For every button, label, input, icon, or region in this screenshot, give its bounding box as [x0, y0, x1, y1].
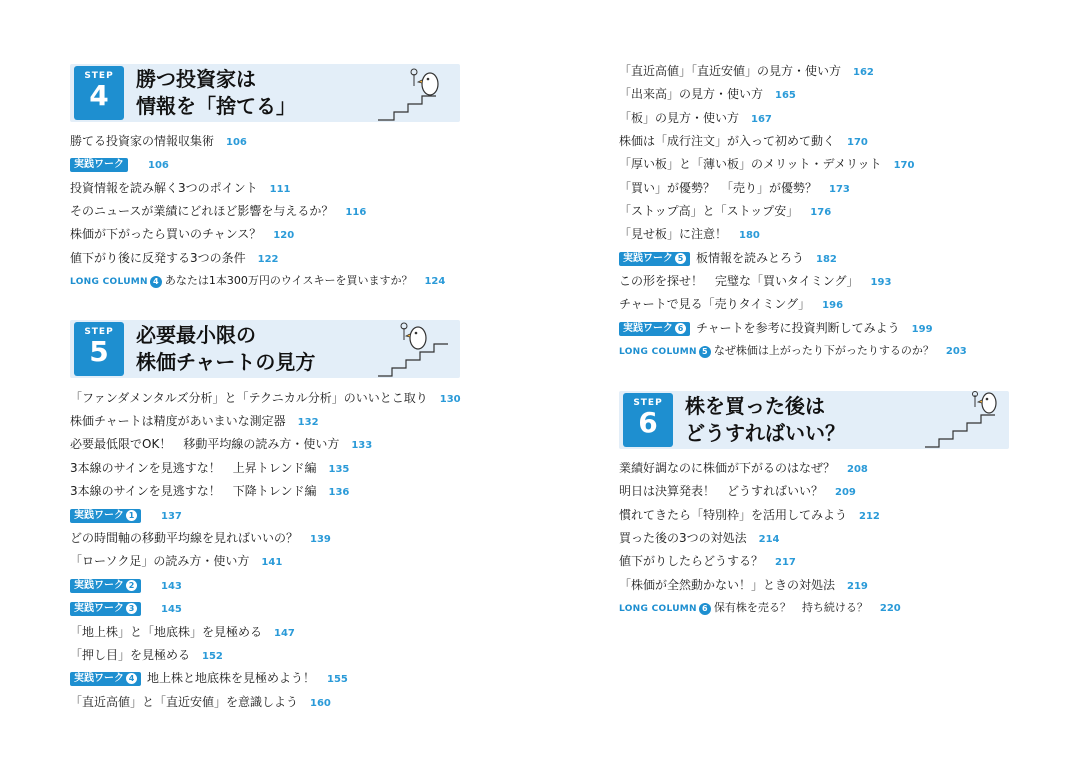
page-number: 122: [257, 254, 279, 265]
page-number: 120: [273, 230, 295, 241]
bird-on-stairs-illustration: [374, 64, 454, 122]
step-number: 5: [89, 335, 109, 368]
entry-title: 「見せ板」に注意！: [619, 227, 728, 241]
step5-title-line1: 必要最小限の: [136, 323, 256, 347]
entry-title: 明日は決算発表！ どうすればいい？: [619, 484, 824, 498]
step6-title-line2: どうすればいい？: [685, 421, 845, 445]
page-number: 152: [202, 651, 223, 662]
toc-entry[interactable]: [70, 483, 349, 501]
toc-entry[interactable]: [619, 530, 780, 548]
toc-entry-long-column[interactable]: [619, 343, 967, 360]
toc-entry-practice[interactable]: [70, 577, 182, 595]
step5-title: [136, 322, 315, 376]
entry-title: 3本線のサインを見逃すな！ 上昇トレンド編: [70, 461, 317, 475]
step4-title-line1: 勝つ投資家は: [136, 67, 256, 91]
toc-entry[interactable]: [70, 530, 331, 548]
entry-title: 投資情報を読み解く3つのポイント: [70, 181, 258, 195]
page-number: 143: [161, 581, 182, 592]
long-column-label: LONG COLUMN 5: [619, 347, 714, 357]
entry-title: この形を探せ！ 完璧な「買いタイミング」: [619, 274, 859, 288]
page-number: 214: [758, 534, 780, 545]
entry-title: 株価チャートは精度があいまいな測定器: [70, 414, 286, 428]
page-number: 111: [269, 184, 291, 195]
toc-entry[interactable]: [619, 577, 868, 595]
entry-title: 株価が下がったら買いのチャンス？: [70, 227, 262, 241]
long-column-label: LONG COLUMN 6: [619, 604, 714, 614]
page-number: 208: [847, 464, 868, 475]
page-number: 130: [439, 394, 461, 405]
toc-entry[interactable]: [70, 413, 319, 431]
step-word: STEP: [84, 71, 114, 81]
toc-entry[interactable]: [619, 203, 831, 221]
page-number: 203: [945, 346, 967, 357]
page-number: 139: [310, 534, 331, 545]
toc-entry[interactable]: [619, 156, 914, 174]
entry-title: 地上株と地底株を見極めよう！: [147, 671, 316, 685]
toc-entry[interactable]: [619, 226, 760, 244]
toc-entry[interactable]: [619, 110, 772, 128]
entry-title: 「直近高値」「直近安値」の見方・使い方: [619, 64, 842, 78]
page-number: 167: [751, 114, 772, 125]
page-number: 106: [226, 137, 247, 148]
entry-title: 「ストップ高」と「ストップ安」: [619, 204, 799, 218]
page-number: 170: [893, 160, 915, 171]
toc-entry-long-column[interactable]: [619, 600, 901, 617]
toc-entry[interactable]: [70, 203, 366, 221]
step6-title: [685, 393, 845, 447]
entry-title: 「直近高値」と「直近安値」を意識しよう: [70, 695, 299, 709]
page-number: 160: [310, 698, 331, 709]
entry-title: チャートを参考に投資判断してみよう: [696, 321, 900, 335]
entry-title: 勝てる投資家の情報収集術: [70, 134, 215, 148]
page-number: 193: [870, 277, 892, 288]
entry-title: 「板」の見方・使い方: [619, 111, 740, 125]
step5-badge: [74, 322, 124, 376]
toc-entry-practice[interactable]: [70, 507, 182, 525]
toc-entry[interactable]: [70, 460, 349, 478]
toc-entry-practice[interactable]: [70, 600, 182, 618]
step6-title-line1: 株を買った後は: [685, 394, 825, 418]
entry-title: 保有株を売る？ 持ち続ける？: [713, 601, 868, 614]
page-number: 137: [161, 511, 182, 522]
toc-entry[interactable]: [619, 180, 850, 198]
entry-title: 「株価が全然動かない！」ときの対処法: [619, 578, 836, 592]
page-number: 141: [261, 557, 283, 568]
toc-entry[interactable]: [70, 553, 282, 571]
toc-entry-practice[interactable]: [619, 320, 933, 338]
toc-entry[interactable]: [70, 250, 279, 268]
toc-entry[interactable]: [619, 483, 856, 501]
entry-title: 3本線のサインを見逃すな！ 下降トレンド編: [70, 484, 317, 498]
entry-title: 値下がり後に反発する3つの条件: [70, 251, 246, 265]
page-number: 212: [859, 511, 880, 522]
entry-title: 「買い」が優勢？ 「売り」が優勢？: [619, 181, 818, 195]
bird-on-stairs-illustration: [374, 320, 454, 378]
step4-title: [136, 66, 296, 120]
practice-badge: 実践ワーク 4: [70, 672, 141, 686]
toc-entry[interactable]: [70, 226, 294, 244]
toc-entry[interactable]: [619, 553, 796, 571]
toc-entry[interactable]: [70, 624, 295, 642]
step-number: 4: [89, 79, 109, 112]
entry-title: 「厚い板」と「薄い板」のメリット・デメリット: [619, 157, 882, 171]
entry-title: 買った後の3つの対処法: [619, 531, 747, 545]
practice-badge: 実践ワーク 5: [619, 252, 690, 266]
toc-entry[interactable]: [70, 436, 372, 454]
entry-title: 「地上株」と「地底株」を見極める: [70, 625, 263, 639]
page-number: 106: [148, 160, 169, 171]
toc-entry[interactable]: [70, 647, 223, 665]
page-number: 180: [739, 230, 760, 241]
toc-entry-practice[interactable]: [70, 156, 169, 174]
practice-badge: 実践ワーク 6: [619, 322, 690, 336]
toc-entry[interactable]: [619, 296, 843, 314]
page-number: 209: [835, 487, 856, 498]
toc-entry[interactable]: [70, 133, 247, 151]
entry-title: 必要最低限でOK！ 移動平均線の読み方・使い方: [70, 437, 340, 451]
toc-entry[interactable]: [70, 390, 461, 408]
entry-title: 「押し目」を見極める: [70, 648, 191, 662]
entry-title: 慣れてきたら「特別枠」を活用してみよう: [619, 508, 848, 522]
practice-badge: 実践ワーク 2: [70, 579, 141, 593]
page-number: 135: [328, 464, 350, 475]
toc-entry[interactable]: [619, 273, 891, 291]
page-number: 220: [879, 603, 901, 614]
entry-title: 「ファンダメンタルズ分析」と「テクニカル分析」のいいとこ取り: [70, 391, 428, 405]
page-number: 162: [853, 67, 874, 78]
step4-header: [70, 64, 460, 122]
practice-badge: 実践ワーク: [70, 158, 128, 172]
entry-title: なぜ株価は上がったり下がったりするのか？: [713, 344, 934, 357]
page-number: 132: [297, 417, 319, 428]
page-number: 199: [911, 324, 933, 335]
toc-entry[interactable]: [619, 63, 874, 81]
page-number: 124: [424, 276, 446, 287]
step4-badge: [74, 66, 124, 120]
practice-badge: 実践ワーク 3: [70, 602, 141, 616]
step-word: STEP: [633, 398, 663, 408]
page-number: 196: [822, 300, 844, 311]
entry-title: 「出来高」の見方・使い方: [619, 87, 764, 101]
toc-entry[interactable]: [619, 86, 796, 104]
page-number: 170: [847, 137, 868, 148]
toc-entry[interactable]: [619, 507, 880, 525]
entry-title: 株価は「成行注文」が入って初めて動く: [619, 134, 836, 148]
page-number: 145: [161, 604, 182, 615]
page-number: 173: [829, 184, 850, 195]
entry-title: どの時間軸の移動平均線を見ればいいの？: [70, 531, 299, 545]
step5-header: [70, 320, 460, 378]
toc-entry[interactable]: [70, 180, 291, 198]
step-number: 6: [638, 406, 658, 439]
entry-title: あなたは1本300万円のウイスキーを買いますか？: [164, 274, 413, 287]
toc-entry-practice[interactable]: [619, 250, 837, 268]
toc-entry[interactable]: [619, 133, 868, 151]
long-column-label: LONG COLUMN 4: [70, 277, 165, 287]
page-number: 182: [816, 254, 837, 265]
page-number: 116: [345, 207, 367, 218]
entry-title: そのニュースが業績にどれほど影響を与えるか？: [70, 204, 334, 218]
step5-title-line2: 株価チャートの見方: [136, 350, 316, 374]
step-word: STEP: [84, 327, 114, 337]
toc-entry[interactable]: [619, 460, 868, 478]
page-number: 217: [775, 557, 796, 568]
page-number: 147: [274, 628, 295, 639]
entry-title: 値下がりしたらどうする？: [619, 554, 764, 568]
page-number: 155: [327, 674, 348, 685]
page-number: 219: [847, 581, 868, 592]
page-number: 133: [351, 440, 373, 451]
step6-badge: [623, 393, 673, 447]
entry-title: 板情報を読みとろう: [696, 251, 805, 265]
page-number: 165: [775, 90, 796, 101]
entry-title: チャートで見る「売りタイミング」: [619, 297, 811, 311]
toc-entry[interactable]: [70, 694, 331, 712]
toc-entry-practice[interactable]: [70, 670, 348, 688]
toc-entry-long-column[interactable]: [70, 273, 445, 290]
page-number: 176: [810, 207, 832, 218]
entry-title: 「ローソク足」の読み方・使い方: [70, 554, 250, 568]
entry-title: 業績好調なのに株価が下がるのはなぜ？: [619, 461, 836, 475]
bird-on-stairs-illustration: [923, 391, 1003, 449]
page-number: 136: [328, 487, 350, 498]
step4-title-line2: 情報を「捨てる」: [136, 94, 296, 118]
practice-badge: 実践ワーク 1: [70, 509, 141, 523]
step6-header: [619, 391, 1009, 449]
